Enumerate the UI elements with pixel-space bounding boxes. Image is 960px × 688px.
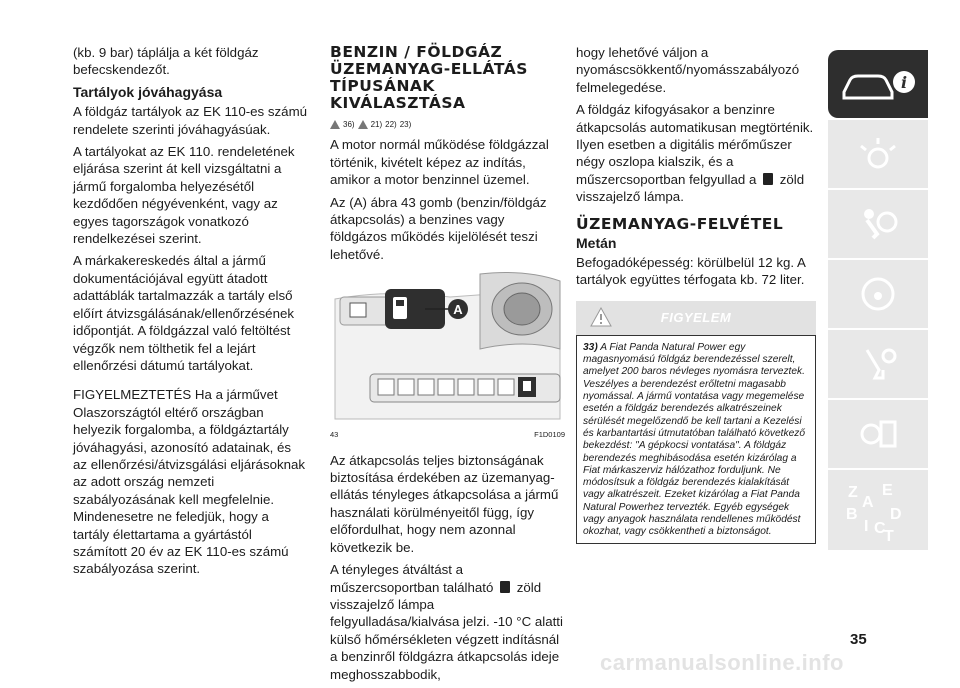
warning-triangle-icon <box>358 120 368 129</box>
fuel-pump-icon <box>500 581 510 593</box>
dashboard-illustration <box>330 269 565 424</box>
svg-text:A: A <box>862 494 874 511</box>
column-3 <box>576 44 816 544</box>
car-info-icon <box>840 64 916 104</box>
paragraph: A márkakereskedés által a jármű dokumentációjával együtt átadott adattáblák tartalmazzák a tartály első előírt átvizsgálásának/ellenőrzésének időpontját. A földgázzal való feltöltést végzők nem tölthetik fel a lejárt ellenőrzési dátumú tartályokat. <box>73 253 295 373</box>
paragraph: hogy lehetővé váljon a nyomáscsökkentő/nyomásszabályozó felmelegedése. <box>576 45 800 95</box>
svg-text:D: D <box>890 506 902 523</box>
column-1 <box>73 44 308 583</box>
svg-text:E: E <box>882 482 893 499</box>
warning-triangle-icon <box>590 307 612 327</box>
page-number: 35 <box>850 631 867 648</box>
paragraph: Befogadóképesség: körülbelül 12 kg. A tartályok együttes térfogata kb. 72 liter. <box>576 255 806 288</box>
warning-lights-icon <box>853 134 903 174</box>
subheading-methane: Metán <box>576 234 617 251</box>
warning-box <box>576 335 816 544</box>
tab-warning-lights[interactable] <box>828 120 928 188</box>
svg-text:I: I <box>864 518 869 535</box>
figure-43-dashboard <box>330 269 565 424</box>
tab-car-info[interactable] <box>828 50 928 118</box>
svg-text:C: C <box>874 520 886 537</box>
steering-wheel-icon <box>853 274 903 314</box>
figure-caption <box>330 426 565 443</box>
column-2 <box>330 44 565 688</box>
paragraph <box>330 561 565 683</box>
airbag-icon <box>853 204 903 244</box>
tab-emergency[interactable] <box>828 330 928 398</box>
paragraph: Az (A) ábra 43 gomb (benzin/földgáz átkapcsolás) a benzines vagy földgázos működés kijelölését teszi lehetővé. <box>330 194 547 262</box>
warning-header <box>576 301 816 335</box>
ref-mark: 22) <box>385 120 397 129</box>
paragraph: A földgáz tartályok az EK 110-es számú rendelete szerinti jóváhagyásúak. <box>73 104 308 137</box>
tab-maintenance[interactable] <box>828 400 928 468</box>
gear-tools-icon <box>853 344 903 384</box>
fuel-pump-icon <box>763 173 773 185</box>
tab-index[interactable] <box>828 470 928 550</box>
text-span: A földgáz kifogyásakor a benzinre átkapcsolás automatikusan megtörténik. Ilyen esetben a digitális mérőműszer négy oszlopa kialszik, és a műszercsoportban felgyullad a <box>576 102 814 187</box>
figure-code: F1D0109 <box>534 430 565 440</box>
warning-text: A Fiat Panda Natural Power egy magasnyomású földgáz berendezéssel szerelt, amelyet 200 baros névleges nyomásra terveztek. Veszélyes a berendezést erőltetni magasabb nyomással. A jármű vontatása vagy megemelése esetén a földgáz berendezés alkatrészeinek sérülését megelőzendő be kell tartani a Kezelési és karbantartási útmutatóban található következő bekezdést: "A gépkocsi vontatása". A földgáz berendezés meghibásodása esetén kizárólag a Fiat márkaszerviz hálózathoz forduljunk. Ne módosítsuk a földgáz berendezés kialakítását vagy alkatrészeit. Ezeket kizárólag a Fiat Panda Natural Powerhez tervezték. Egyéb egységek vagy anyagok használata rendellenes működést okozhat, vagy csökkentheti a biztonságot. <box>583 341 805 538</box>
paragraph: A motor normál működése földgázzal történik, kivételt képez az indítás, amikor a motor benzinnel üzemel. <box>330 137 549 188</box>
section-heading-fuel-selection: BENZIN / FÖLDGÁZ ÜZEMANYAG-ELLÁTÁS TÍPUSÁNAK KIVÁLASZTÁSA <box>330 43 528 112</box>
text-span: A tényleges átváltást a műszercsoportban található <box>330 562 494 595</box>
figure-callout-a: A <box>453 302 463 318</box>
letters-index-icon <box>838 475 918 545</box>
tab-safety[interactable] <box>828 190 928 258</box>
warning-paragraph: FIGYELMEZTETÉS Ha a járművet Olaszországtól eltérő országban helyezik forgalomba, a földgáztartály jóváhagyási, azonosító adatainak, és az ellenőrzési/átvizsgálási eljárásoknak az adott ország nemzeti szabályozásának kell megfelelnie. Mindenesetre ne feledjük, hogy a tartály élettartama a gyártástól számított 20 év az EK 110-es számú szabályozása szerint. <box>73 387 306 577</box>
section-heading-tank-approval: Tartályok jóváhagyása <box>73 83 223 100</box>
warning-title: FIGYELEM <box>660 310 732 326</box>
warning-triangle-icon <box>330 120 340 129</box>
paragraph: A tartályokat az EK 110. rendeletének eljárása szerint át kell vizsgáltatni a jármű forgalomba helyezésétől kezdődően négyévenként, vagy az egyes tagországok vonatkozó rendelkezései szerint. <box>73 144 295 247</box>
section-heading-refueling: ÜZEMANYAG-FELVÉTEL <box>576 214 784 233</box>
svg-text:i: i <box>900 73 908 92</box>
document-icon <box>853 414 903 454</box>
reference-marks <box>330 116 565 133</box>
svg-text:Z: Z <box>848 484 858 501</box>
chapter-sidebar <box>828 50 928 552</box>
ref-mark: 23) <box>399 120 412 129</box>
text-span: zöld visszajelző lámpa. <box>576 171 805 205</box>
warning-number: 33) <box>583 341 598 353</box>
paragraph: Az átkapcsolás teljes biztonságának biztosítása érdekében az üzemanyag-ellátás tényleges átkapcsolása a jármű használati körülményeitől függ, így előfordulhat, hogy nem azonnal következik be. <box>330 452 559 555</box>
tab-driving[interactable] <box>828 260 928 328</box>
svg-text:B: B <box>846 506 858 523</box>
ref-mark: 21) <box>370 120 383 129</box>
figure-number: 43 <box>330 430 339 440</box>
watermark-footer: carmanualsonline.info <box>600 650 844 675</box>
ref-mark: 36) <box>343 120 355 129</box>
text-span: zöld visszajelző lámpa felgyulladása/kialvása jelzi. -10 °C alatti külső hőmérsékleten végzett indításnál a benzinről földgázra átkapcsolás ideje meghosszabbodik, <box>330 579 563 682</box>
paragraph: (kb. 9 bar) táplálja a két földgáz befecskendezőt. <box>73 45 259 78</box>
paragraph <box>576 101 816 205</box>
svg-text:T: T <box>884 528 894 545</box>
